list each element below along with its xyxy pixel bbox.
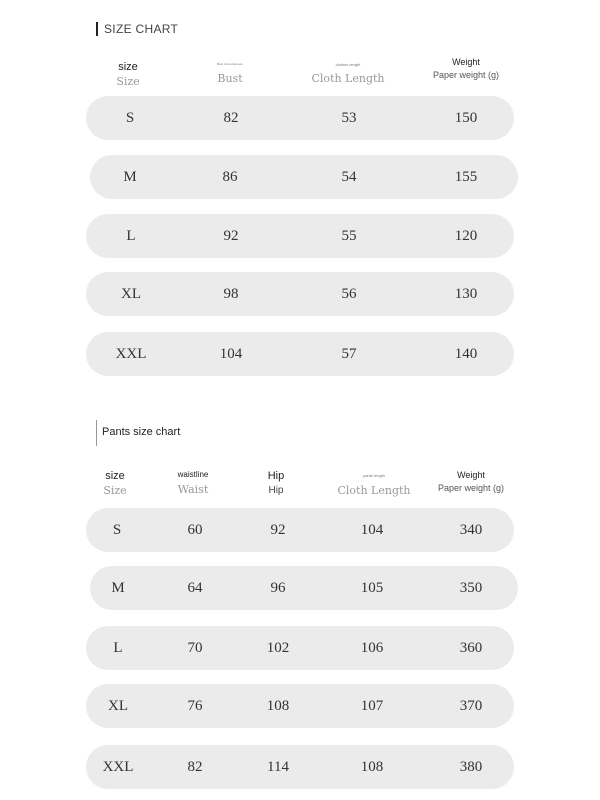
weight-cell: 340 [459, 522, 483, 538]
tops-title: SIZE CHART [104, 22, 179, 36]
table-row [86, 332, 514, 376]
tops-header-bust [170, 63, 290, 87]
size-cell: S [125, 110, 135, 126]
weight-cell: 150 [454, 110, 478, 126]
pants-header-weight-sub: Paper weight (g) [437, 482, 505, 493]
tops-header-length-en: clothes length [335, 62, 361, 67]
size-cell: M [123, 169, 137, 185]
table-row [86, 745, 514, 789]
length-cell: 53 [341, 110, 357, 126]
pants-header-size-sub: Size [103, 484, 127, 498]
weight-cell: 120 [454, 228, 478, 244]
pants-header-hip-en: Hip [267, 470, 285, 482]
waist-cell: 70 [187, 640, 203, 656]
tops-header-length [288, 63, 408, 87]
tops-header-size-en: size [118, 61, 138, 73]
pants-header-size-en: size [105, 470, 125, 482]
bust-cell: 82 [223, 110, 239, 126]
size-cell: M [111, 580, 125, 596]
size-cell: XXL [115, 346, 147, 362]
hip-cell: 96 [270, 580, 286, 596]
table-row [90, 566, 518, 610]
hip-cell: 102 [266, 640, 290, 656]
tops-header-weight [406, 58, 526, 82]
weight-cell: 130 [454, 286, 478, 302]
length-cell: 107 [360, 698, 384, 714]
tops-header-weight-sub: Paper weight (g) [432, 69, 500, 80]
pants-header-waist-sub: Waist [177, 482, 209, 496]
waist-cell: 76 [187, 698, 203, 714]
pants-title: Pants size chart [102, 426, 181, 438]
table-row [86, 684, 514, 728]
table-row [86, 96, 514, 140]
tops-header-size-sub: Size [116, 75, 140, 89]
pants-header-hip-sub: Hip [268, 485, 284, 497]
length-cell: 54 [341, 169, 357, 185]
bust-cell: 92 [223, 228, 239, 244]
tops-header-bust-en: Bust circumference [217, 62, 243, 66]
weight-cell: 380 [459, 759, 483, 775]
pants-header-length-en: pants length [363, 473, 385, 478]
size-cell: L [126, 228, 136, 244]
length-cell: 104 [360, 522, 384, 538]
table-row [86, 508, 514, 552]
hip-cell: 114 [267, 759, 289, 775]
pants-header-weight-en: Weight [457, 470, 485, 480]
length-cell: 108 [360, 759, 384, 775]
pants-header-length-sub: Cloth Length [337, 484, 411, 498]
hip-cell: 108 [266, 698, 290, 714]
pants-header-waist-en: waistline [177, 470, 209, 479]
pants-header-weight [411, 471, 531, 495]
bust-cell: 86 [222, 169, 238, 185]
size-cell: XL [108, 698, 128, 714]
size-cell: XXL [102, 759, 134, 775]
hip-cell: 92 [270, 522, 286, 538]
weight-cell: 350 [459, 580, 483, 596]
weight-cell: 360 [459, 640, 483, 656]
table-row [86, 626, 514, 670]
pants-title-bar [96, 420, 97, 446]
size-cell: S [112, 522, 122, 538]
tops-title-bar [96, 22, 98, 36]
table-row [86, 272, 514, 316]
size-cell: XL [121, 286, 141, 302]
tops-header-weight-en: Weight [452, 57, 480, 67]
length-cell: 105 [360, 580, 384, 596]
length-cell: 57 [341, 346, 357, 362]
bust-cell: 104 [219, 346, 243, 362]
bust-cell: 98 [223, 286, 239, 302]
tops-header-bust-sub: Bust [217, 72, 243, 86]
table-row [90, 155, 518, 199]
tops-header-length-sub: Cloth Length [311, 72, 385, 86]
length-cell: 55 [341, 228, 357, 244]
weight-cell: 370 [459, 698, 483, 714]
waist-cell: 82 [187, 759, 203, 775]
length-cell: 56 [341, 286, 357, 302]
waist-cell: 64 [187, 580, 203, 596]
length-cell: 106 [360, 640, 384, 656]
weight-cell: 140 [454, 346, 478, 362]
weight-cell: 155 [454, 169, 478, 185]
waist-cell: 60 [187, 522, 203, 538]
size-cell: L [113, 640, 123, 656]
table-row [86, 214, 514, 258]
